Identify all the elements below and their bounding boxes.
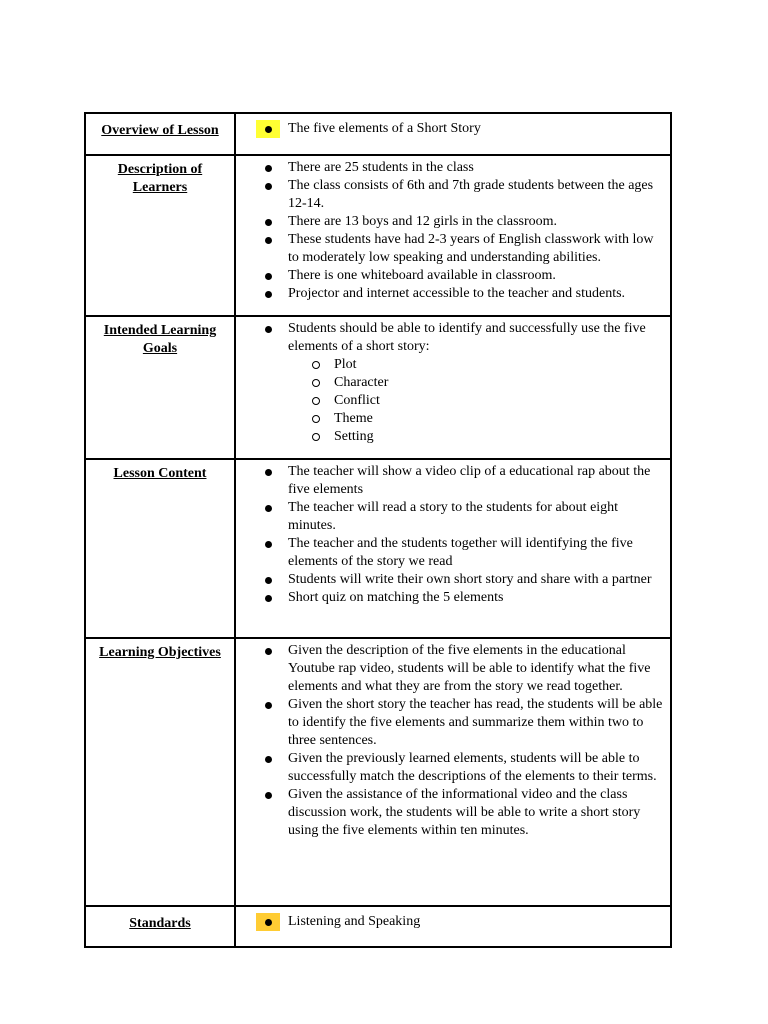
list-item xyxy=(256,177,664,213)
list-item xyxy=(256,231,664,267)
bullet-text: These students have had 2-3 years of English classwork with low to moderately low speaking and understanding abilities. xyxy=(288,232,654,265)
hollow-bullet-icon xyxy=(312,361,320,369)
bullet-icon xyxy=(256,786,280,804)
bullet-text: Given the description of the five elements in the educational Youtube rap video, students will be able to identify what the five elements and what they are from the story we read together. xyxy=(288,643,651,694)
bullet-icon xyxy=(256,213,280,231)
bullet-icon xyxy=(256,463,280,481)
list-item xyxy=(256,285,664,303)
bullet-icon xyxy=(256,535,280,553)
table-row-goals xyxy=(85,316,671,459)
bullet-text: Given the short story the teacher has read, the students will be able to identify the five elements and summarize them within two to three sentences. xyxy=(288,697,663,748)
sub-item-text: Setting xyxy=(334,429,374,444)
sub-item-text: Plot xyxy=(334,357,357,372)
bullet-icon xyxy=(256,159,280,177)
bullet-icon xyxy=(256,750,280,768)
list-item xyxy=(256,696,664,750)
bullet-text: The teacher will show a video clip of a educational rap about the five elements xyxy=(288,464,651,497)
bullet-text: The teacher and the students together will identifying the five elements of the story we read xyxy=(288,536,633,569)
list-item xyxy=(256,913,664,931)
hollow-bullet-icon xyxy=(312,415,320,423)
bullet-text: The teacher will read a story to the students for about eight minutes. xyxy=(288,500,619,533)
bullet-text: Listening and Speaking xyxy=(288,914,421,929)
sub-list-item xyxy=(308,374,664,392)
list-item xyxy=(256,320,664,446)
row-content-overview xyxy=(235,113,671,155)
bullet-text: Given the previously learned elements, students will be able to successfully match the descriptions of the elements to their terms. xyxy=(288,751,657,784)
highlighted-bullet-icon xyxy=(256,913,280,931)
bullet-text: There are 25 students in the class xyxy=(288,160,474,175)
row-label-goals: Intended Learning Goals xyxy=(85,316,235,459)
sub-item-text: Theme xyxy=(334,411,373,426)
row-content-goals xyxy=(235,316,671,459)
lesson-plan-table xyxy=(84,112,672,948)
list-item xyxy=(256,786,664,840)
sub-item-text: Conflict xyxy=(334,393,380,408)
sub-list xyxy=(288,356,664,446)
row-label-learners: Description of Learners xyxy=(85,155,235,316)
table-row-objectives xyxy=(85,638,671,906)
lesson-plan-page xyxy=(84,112,672,948)
row-content-objectives xyxy=(235,638,671,906)
bullet-icon xyxy=(256,696,280,714)
bullet-icon xyxy=(256,320,280,338)
hollow-bullet-icon xyxy=(312,379,320,387)
bullet-text: Short quiz on matching the 5 elements xyxy=(288,590,504,605)
bullet-text: There is one whiteboard available in classroom. xyxy=(288,268,556,283)
bullet-icon xyxy=(256,267,280,285)
sub-list-item xyxy=(308,428,664,446)
list-item xyxy=(256,642,664,696)
bullet-text: Given the assistance of the informational video and the class discussion work, the students will be able to write a short story using the five elements within ten minutes. xyxy=(288,787,641,838)
bullet-text: There are 13 boys and 12 girls in the classroom. xyxy=(288,214,558,229)
list-item xyxy=(256,463,664,499)
list-item xyxy=(256,213,664,231)
list-item xyxy=(256,535,664,571)
bullet-icon xyxy=(256,642,280,660)
sub-list-item xyxy=(308,410,664,428)
list-item xyxy=(256,750,664,786)
bullet-icon xyxy=(256,285,280,303)
bullet-icon xyxy=(256,499,280,517)
hollow-bullet-icon xyxy=(312,433,320,441)
bullet-icon xyxy=(256,231,280,249)
bullet-icon xyxy=(256,589,280,607)
list-item xyxy=(256,571,664,589)
sub-list-item xyxy=(308,392,664,410)
bullet-text: Projector and internet accessible to the teacher and students. xyxy=(288,286,626,301)
list-item xyxy=(256,120,664,138)
row-label-content: Lesson Content xyxy=(85,459,235,638)
highlighted-bullet-icon xyxy=(256,120,280,138)
bullet-icon xyxy=(256,177,280,195)
list-item xyxy=(256,267,664,285)
list-item xyxy=(256,589,664,607)
bullet-text: Students will write their own short story and share with a partner xyxy=(288,572,652,587)
table-row-content xyxy=(85,459,671,638)
list-item xyxy=(256,499,664,535)
row-content-standards xyxy=(235,906,671,947)
sub-list-item xyxy=(308,356,664,374)
bullet-icon xyxy=(256,571,280,589)
list-item xyxy=(256,159,664,177)
bullet-text: Students should be able to identify and successfully use the five elements of a short story: xyxy=(288,321,646,354)
bullet-text: The five elements of a Short Story xyxy=(288,121,481,136)
sub-item-text: Character xyxy=(334,375,389,390)
row-label-overview: Overview of Lesson xyxy=(85,113,235,155)
table-row-standards xyxy=(85,906,671,947)
row-content-lesson xyxy=(235,459,671,638)
table-row-overview xyxy=(85,113,671,155)
row-label-objectives: Learning Objectives xyxy=(85,638,235,906)
hollow-bullet-icon xyxy=(312,397,320,405)
bullet-text: The class consists of 6th and 7th grade students between the ages 12-14. xyxy=(288,178,654,211)
row-content-learners xyxy=(235,155,671,316)
row-label-standards: Standards xyxy=(85,906,235,947)
table-row-learners xyxy=(85,155,671,316)
